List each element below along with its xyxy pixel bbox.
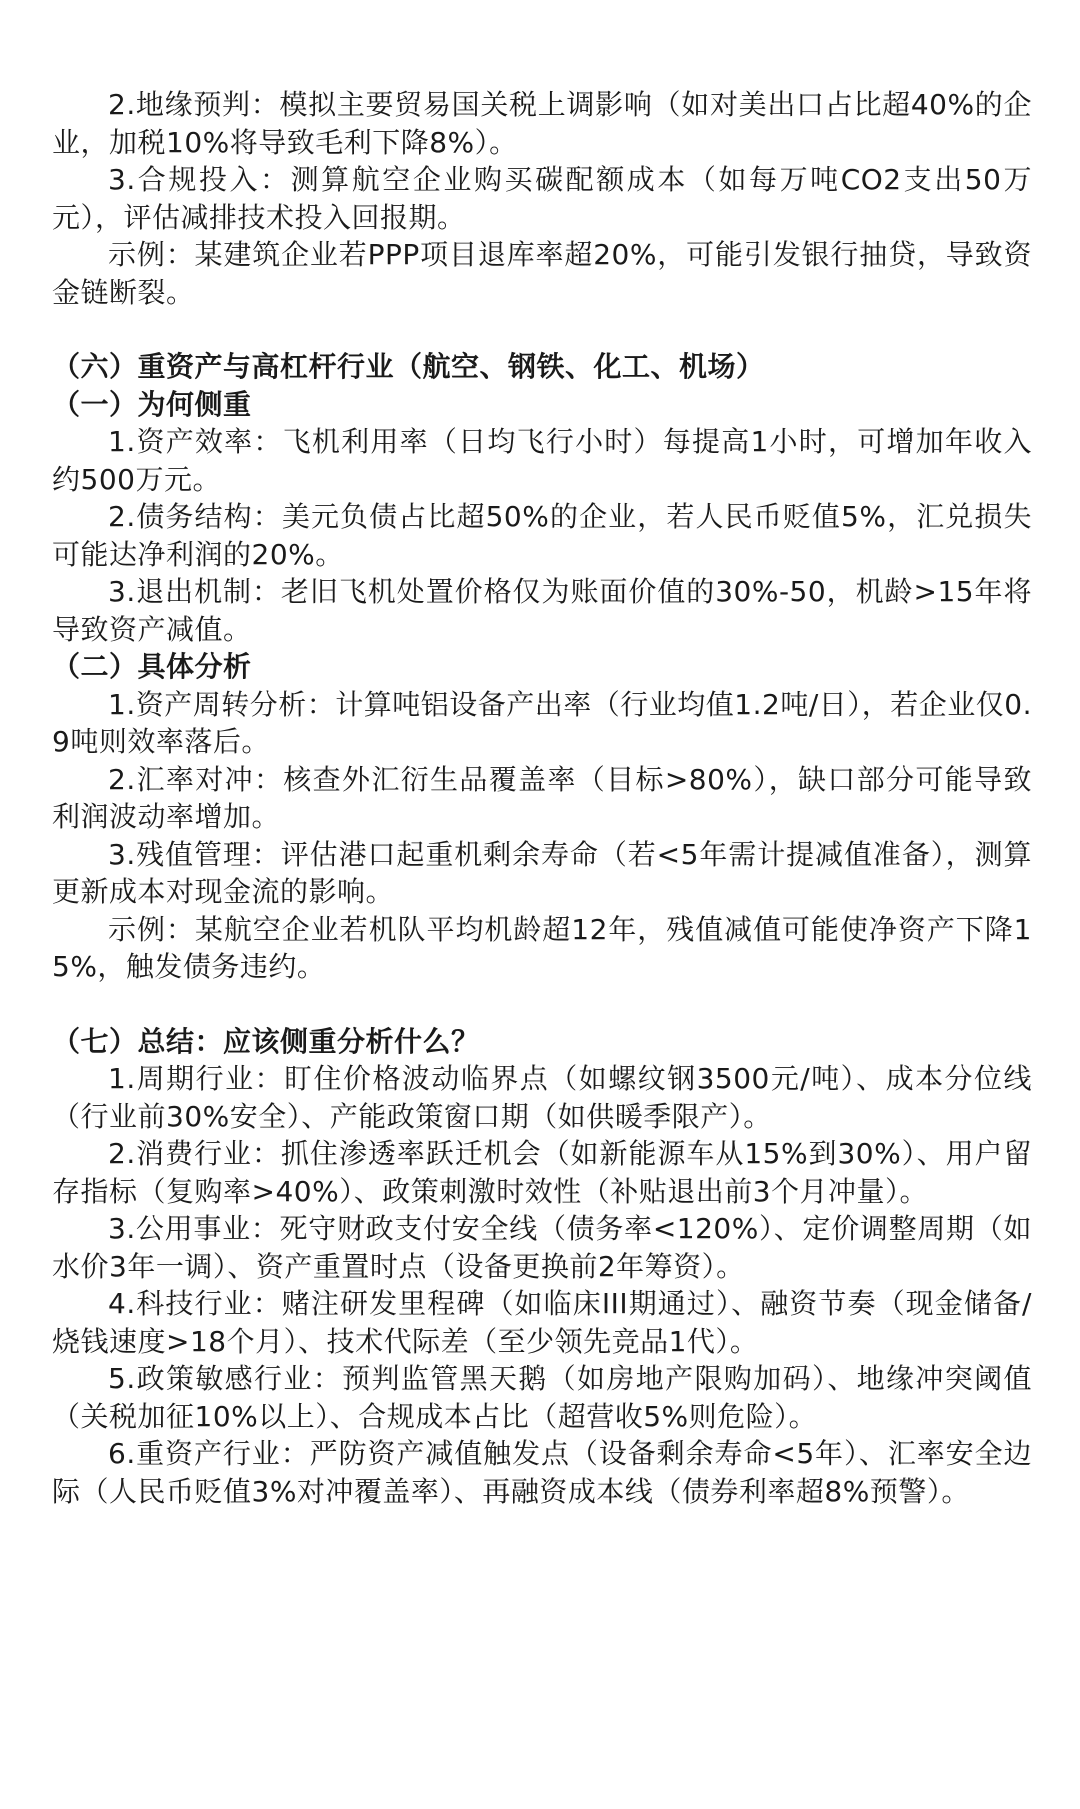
spacer [52, 986, 1032, 1023]
paragraph-utilities: 3.公用事业：死守财政支付安全线（债务率<120%）、定价调整周期（如水价3年一调）、资产重置时点（设备更换前2年筹资）。 [52, 1212, 1032, 1283]
paragraph-tech-industry: 4.科技行业：赌注研发里程碑（如临床III期通过）、融资节奏（现金储备/烧钱速度>18个月）、技术代际差（至少领先竞品1代）。 [52, 1287, 1032, 1358]
paragraph-exit-mechanism: 3.退出机制：老旧飞机处置价格仅为账面价值的30%-50，机龄>15年将导致资产减值。 [52, 575, 1032, 646]
spacer [52, 311, 1032, 348]
paragraph-policy-sensitive: 5.政策敏感行业：预判监管黑天鹅（如房地产限购加码）、地缘冲突阈值（关税加征10%以上）、合规成本占比（超营收5%则危险）。 [52, 1362, 1032, 1433]
paragraph-debt-structure: 2.债务结构：美元负债占比超50%的企业，若人民币贬值5%，汇兑损失可能达净利润的20%。 [52, 500, 1032, 571]
paragraph-compliance-investment: 3.合规投入：测算航空企业购买碳配额成本（如每万吨CO2支出50万元），评估减排技术投入回报期。 [52, 163, 1032, 234]
paragraph-heavy-asset-industry: 6.重资产行业：严防资产减值触发点（设备剩余寿命<5年）、汇率安全边际（人民币贬值3%对冲覆盖率）、再融资成本线（债券利率超8%预警）。 [52, 1437, 1032, 1508]
paragraph-residual-value: 3.残值管理：评估港口起重机剩余寿命（若<5年需计提减值准备），测算更新成本对现金流的影响。 [52, 837, 1032, 908]
paragraph-geopolitical-forecast: 2.地缘预判：模拟主要贸易国关税上调影响（如对美出口占比超40%的企业，加税10%将导致毛利下降8%）。 [52, 88, 1032, 159]
subheading-specific-analysis: （二）具体分析 [52, 650, 252, 683]
paragraph-example-airline: 示例：某航空企业若机队平均机龄超12年，残值减值可能使净资产下降15%，触发债务违约。 [52, 912, 1032, 983]
paragraph-asset-efficiency: 1.资产效率：飞机利用率（日均飞行小时）每提高1小时，可增加年收入约500万元。 [52, 425, 1032, 496]
paragraph-fx-hedging: 2.汇率对冲：核查外汇衍生品覆盖率（目标>80%），缺口部分可能导致利润波动率增加。 [52, 762, 1032, 833]
paragraph-example-construction: 示例：某建筑企业若PPP项目退库率超20%，可能引发银行抽贷，导致资金链断裂。 [52, 238, 1032, 309]
subheading-why-focus: （一）为何侧重 [52, 387, 252, 421]
document-body [52, 86, 1032, 1510]
paragraph-cyclical-industry: 1.周期行业：盯住价格波动临界点（如螺纹钢3500元/吨）、成本分位线（行业前30%安全）、产能政策窗口期（如供暖季限产）。 [52, 1062, 1032, 1133]
section-heading-summary: （七）总结：应该侧重分析什么？ [52, 1024, 480, 1058]
section-heading-heavy-assets: （六）重资产与高杠杆行业（航空、钢铁、化工、机场） [52, 350, 765, 383]
paragraph-asset-turnover: 1.资产周转分析：计算吨铝设备产出率（行业均值1.2吨/日），若企业仅0.9吨则效率落后。 [52, 687, 1032, 758]
paragraph-consumer-industry: 2.消费行业：抓住渗透率跃迁机会（如新能源车从15%到30%）、用户留存指标（复购率>40%）、政策刺激时效性（补贴退出前3个月冲量）。 [52, 1137, 1032, 1208]
